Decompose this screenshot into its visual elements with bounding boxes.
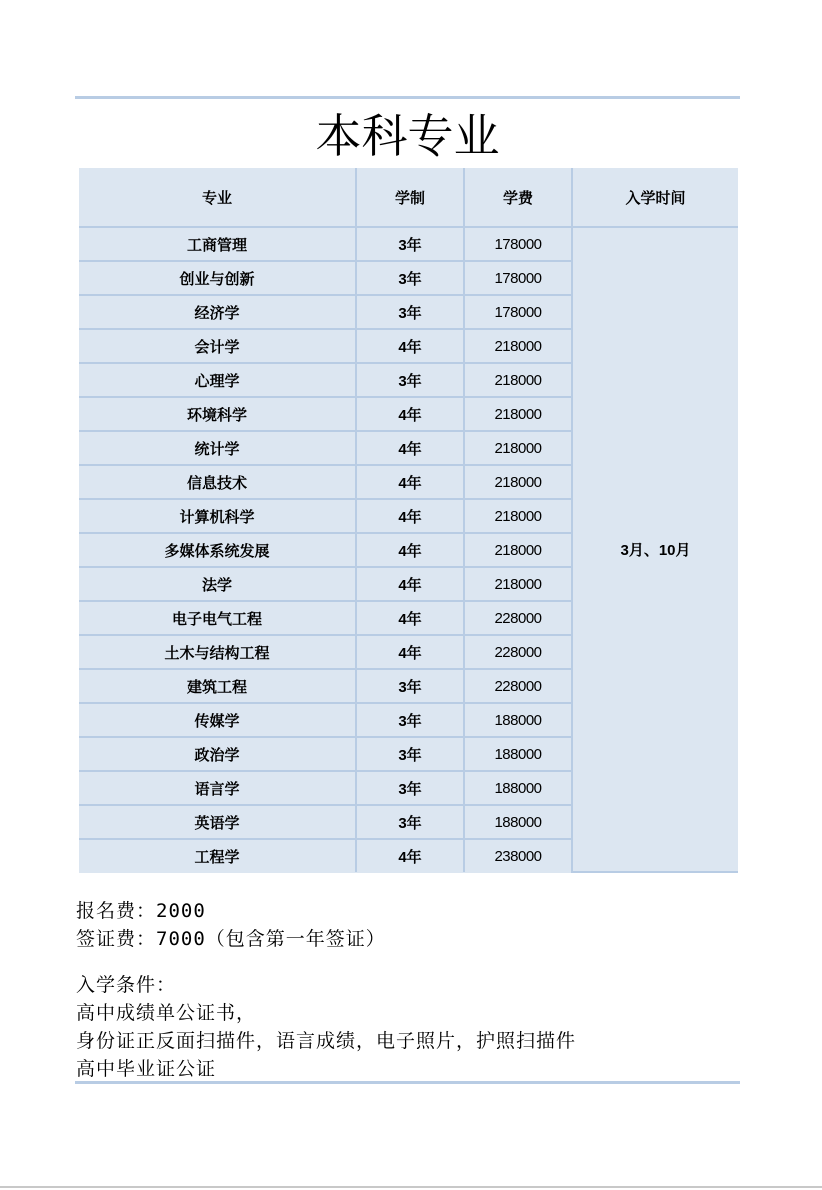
years-cell: 3年 [356, 805, 464, 839]
fee-cell: 188000 [464, 737, 572, 771]
fee-cell: 238000 [464, 839, 572, 872]
requirement-item: 身份证正反面扫描件，语言成绩，电子照片，护照扫描件 [76, 1030, 577, 1052]
fee-cell: 218000 [464, 431, 572, 465]
major-cell: 工程学 [79, 839, 356, 872]
application-fee: 报名费：2000 [76, 900, 206, 922]
fee-cell: 218000 [464, 363, 572, 397]
years-cell: 3年 [356, 363, 464, 397]
fee-cell: 218000 [464, 533, 572, 567]
table-row [79, 227, 738, 261]
major-cell: 创业与创新 [79, 261, 356, 295]
years-cell: 4年 [356, 397, 464, 431]
major-cell: 信息技术 [79, 465, 356, 499]
fee-cell: 228000 [464, 635, 572, 669]
major-cell: 法学 [79, 567, 356, 601]
header-major: 专业 [79, 168, 356, 227]
major-cell: 英语学 [79, 805, 356, 839]
majors-table-body [79, 227, 738, 872]
years-cell: 4年 [356, 567, 464, 601]
requirement-item: 高中成绩单公证书， [76, 1002, 257, 1024]
years-cell: 3年 [356, 737, 464, 771]
header-intake: 入学时间 [572, 168, 738, 227]
visa-fee: 签证费：7000（包含第一年签证） [76, 928, 386, 950]
major-cell: 会计学 [79, 329, 356, 363]
major-cell: 统计学 [79, 431, 356, 465]
major-cell: 计算机科学 [79, 499, 356, 533]
intake-cell: 3月、10月 [572, 227, 738, 872]
fee-cell: 228000 [464, 601, 572, 635]
major-cell: 传媒学 [79, 703, 356, 737]
years-cell: 3年 [356, 261, 464, 295]
years-cell: 4年 [356, 465, 464, 499]
notes-section [76, 897, 740, 1083]
major-cell: 语言学 [79, 771, 356, 805]
header-years: 学制 [356, 168, 464, 227]
requirements-heading: 入学条件： [76, 974, 177, 996]
years-cell: 4年 [356, 533, 464, 567]
table-header-row [79, 168, 738, 227]
major-cell: 土木与结构工程 [79, 635, 356, 669]
fee-cell: 218000 [464, 499, 572, 533]
years-cell: 3年 [356, 703, 464, 737]
major-cell: 经济学 [79, 295, 356, 329]
major-cell: 心理学 [79, 363, 356, 397]
page-bottom-edge [0, 1186, 822, 1188]
years-cell: 4年 [356, 431, 464, 465]
years-cell: 4年 [356, 635, 464, 669]
years-cell: 4年 [356, 499, 464, 533]
header-fee: 学费 [464, 168, 572, 227]
fee-cell: 178000 [464, 227, 572, 261]
years-cell: 4年 [356, 839, 464, 872]
majors-table [79, 168, 738, 873]
major-cell: 政治学 [79, 737, 356, 771]
major-cell: 多媒体系统发展 [79, 533, 356, 567]
fee-cell: 188000 [464, 771, 572, 805]
years-cell: 3年 [356, 771, 464, 805]
major-cell: 电子电气工程 [79, 601, 356, 635]
bottom-divider [75, 1081, 740, 1084]
fee-cell: 188000 [464, 703, 572, 737]
fee-cell: 178000 [464, 295, 572, 329]
fee-cell: 178000 [464, 261, 572, 295]
years-cell: 3年 [356, 295, 464, 329]
years-cell: 4年 [356, 329, 464, 363]
major-cell: 工商管理 [79, 227, 356, 261]
requirement-item: 高中毕业证公证 [76, 1058, 217, 1080]
years-cell: 4年 [356, 601, 464, 635]
major-cell: 建筑工程 [79, 669, 356, 703]
fee-cell: 218000 [464, 567, 572, 601]
top-divider [75, 96, 740, 99]
major-cell: 环境科学 [79, 397, 356, 431]
page-title: 本科专业 [315, 109, 500, 163]
years-cell: 3年 [356, 669, 464, 703]
fee-cell: 228000 [464, 669, 572, 703]
spacer [76, 953, 740, 971]
years-cell: 3年 [356, 227, 464, 261]
fee-cell: 218000 [464, 465, 572, 499]
fee-cell: 218000 [464, 397, 572, 431]
fee-cell: 188000 [464, 805, 572, 839]
fee-cell: 218000 [464, 329, 572, 363]
